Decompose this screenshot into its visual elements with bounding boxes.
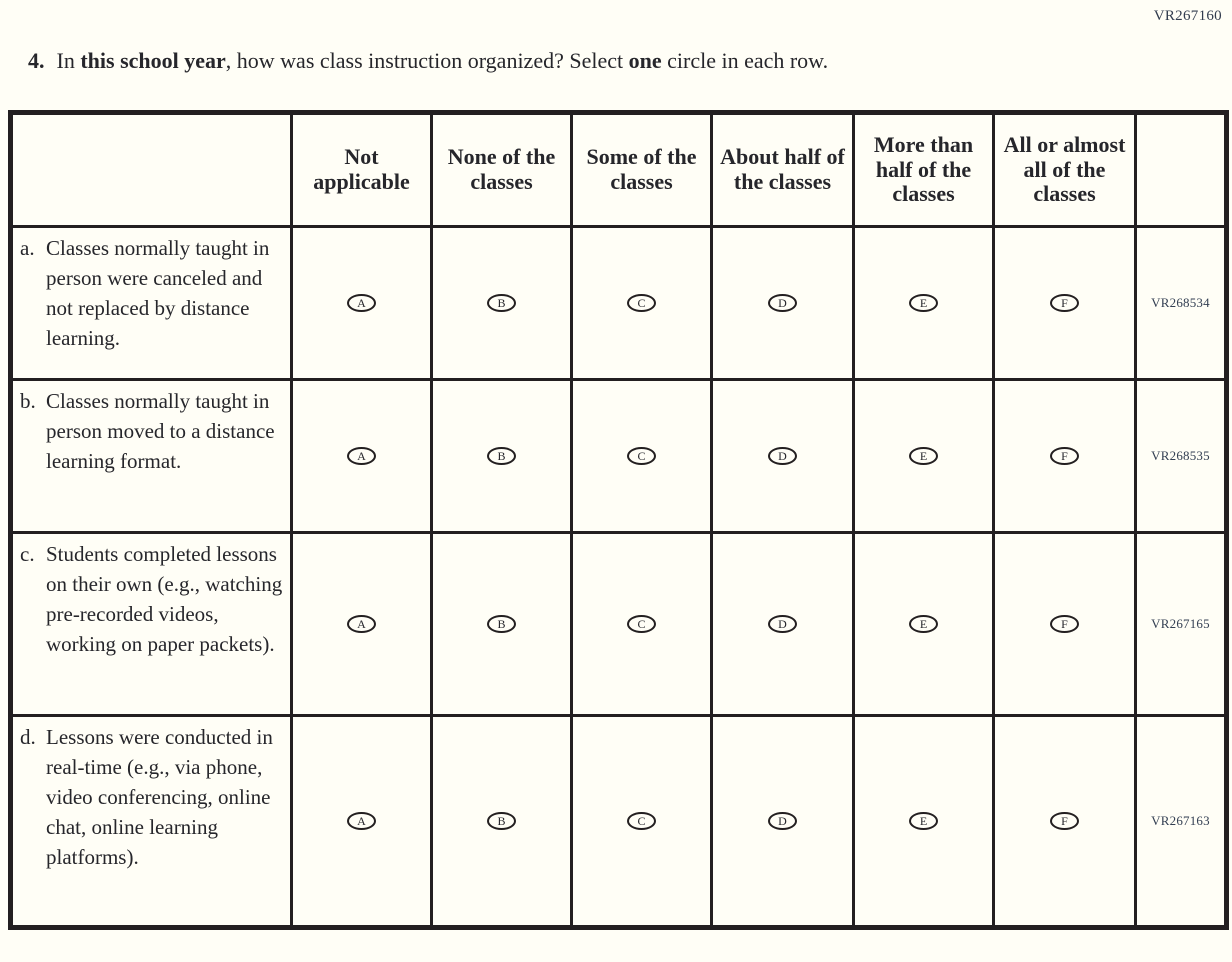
bubble-d-D[interactable]: D: [768, 812, 797, 830]
row-b-cell-A: [292, 380, 432, 533]
bubble-d-B[interactable]: B: [487, 812, 516, 830]
question-seg-mid: , how was class instruction organized? Select: [225, 48, 629, 73]
column-header-all-almost-all: All or almost all of the classes: [994, 113, 1136, 227]
bubble-a-C[interactable]: C: [627, 294, 656, 312]
row-a-letter: a.: [20, 236, 35, 260]
bubble-d-E[interactable]: E: [909, 812, 938, 830]
row-a-cell-E: [854, 227, 994, 380]
row-b-cell-B: [432, 380, 572, 533]
table-row-a: [11, 227, 1227, 380]
column-header-more-than-half: More than half of the classes: [854, 113, 994, 227]
row-a-code: VR268534: [1136, 227, 1227, 380]
row-c-cell-A: [292, 533, 432, 716]
question-seg-one: one: [628, 48, 662, 73]
row-d-cell-E: [854, 716, 994, 928]
row-d-letter: d.: [20, 725, 36, 749]
row-d-prompt: [11, 716, 292, 928]
row-a-cell-D: [712, 227, 854, 380]
row-c-letter: c.: [20, 542, 35, 566]
page-form-code: VR267160: [1153, 8, 1222, 24]
row-c-text: Students completed lessons on their own (e.g., watching pre-recorded videos, working on paper packets).: [46, 542, 283, 656]
bubble-a-D[interactable]: D: [768, 294, 797, 312]
bubble-a-B[interactable]: B: [487, 294, 516, 312]
row-a-cell-C: [572, 227, 712, 380]
row-c-cell-E: [854, 533, 994, 716]
bubble-b-C[interactable]: C: [627, 447, 656, 465]
column-header-some-of-classes: Some of the classes: [572, 113, 712, 227]
bubble-c-D[interactable]: D: [768, 615, 797, 633]
bubble-d-A[interactable]: A: [347, 812, 376, 830]
question-seg-in: In: [56, 48, 81, 73]
answer-grid-table: [8, 110, 1229, 930]
column-header-not-applicable: Not applicable: [292, 113, 432, 227]
row-b-cell-F: [994, 380, 1136, 533]
question-number: 4.: [28, 48, 45, 73]
row-b-code: VR268535: [1136, 380, 1227, 533]
bubble-c-E[interactable]: E: [909, 615, 938, 633]
row-b-cell-C: [572, 380, 712, 533]
row-b-prompt: [11, 380, 292, 533]
row-c-cell-B: [432, 533, 572, 716]
header-code-cell: [1136, 113, 1227, 227]
table-row-c: [11, 533, 1227, 716]
bubble-b-D[interactable]: D: [768, 447, 797, 465]
row-d-code: VR267163: [1136, 716, 1227, 928]
column-header-none-of-classes: None of the classes: [432, 113, 572, 227]
row-c-cell-C: [572, 533, 712, 716]
bubble-c-A[interactable]: A: [347, 615, 376, 633]
row-b-text: Classes normally taught in person moved to a distance learning format.: [46, 389, 275, 473]
bubble-b-E[interactable]: E: [909, 447, 938, 465]
row-c-code: VR267165: [1136, 533, 1227, 716]
row-d-cell-B: [432, 716, 572, 928]
header-row: [11, 113, 1227, 227]
row-a-cell-F: [994, 227, 1136, 380]
row-a-cell-B: [432, 227, 572, 380]
bubble-b-B[interactable]: B: [487, 447, 516, 465]
bubble-d-F[interactable]: F: [1050, 812, 1079, 830]
row-d-cell-C: [572, 716, 712, 928]
row-b-cell-E: [854, 380, 994, 533]
row-b-cell-D: [712, 380, 854, 533]
header-blank-cell: [11, 113, 292, 227]
row-a-cell-A: [292, 227, 432, 380]
bubble-c-B[interactable]: B: [487, 615, 516, 633]
table-row-d: [11, 716, 1227, 928]
question-seg-school-year: this school year: [80, 48, 226, 73]
row-d-cell-F: [994, 716, 1136, 928]
row-d-cell-A: [292, 716, 432, 928]
row-a-text: Classes normally taught in person were canceled and not replaced by distance learning.: [46, 236, 270, 350]
column-header-about-half: About half of the classes: [712, 113, 854, 227]
row-c-cell-D: [712, 533, 854, 716]
row-b-letter: b.: [20, 389, 36, 413]
bubble-a-E[interactable]: E: [909, 294, 938, 312]
bubble-b-A[interactable]: A: [347, 447, 376, 465]
bubble-c-C[interactable]: C: [627, 615, 656, 633]
bubble-c-F[interactable]: F: [1050, 615, 1079, 633]
row-d-cell-D: [712, 716, 854, 928]
bubble-b-F[interactable]: F: [1050, 447, 1079, 465]
bubble-a-A[interactable]: A: [347, 294, 376, 312]
row-d-text: Lessons were conducted in real-time (e.g., via phone, video conferencing, online chat, online learning platforms).: [46, 725, 273, 869]
row-c-prompt: [11, 533, 292, 716]
question-text: [28, 46, 1208, 76]
question-seg-end: circle in each row.: [661, 48, 829, 73]
table-row-b: [11, 380, 1227, 533]
row-c-cell-F: [994, 533, 1136, 716]
bubble-a-F[interactable]: F: [1050, 294, 1079, 312]
bubble-d-C[interactable]: C: [627, 812, 656, 830]
row-a-prompt: [11, 227, 292, 380]
